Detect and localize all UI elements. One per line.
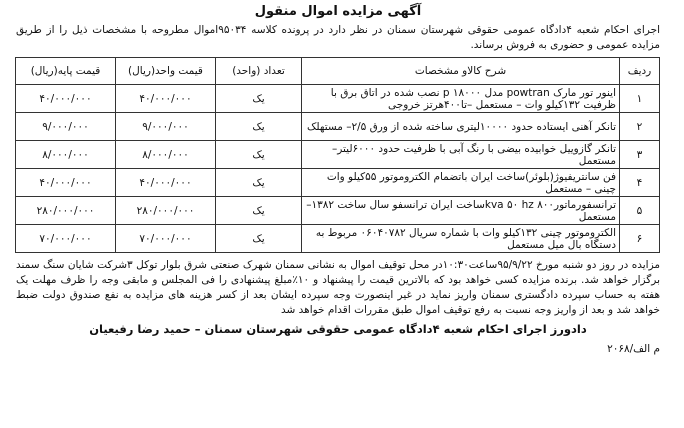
row-description: الکتروموتور چینی ۱۳۲کیلو وات با شماره سریال ۰۶۰۴۰۷۸۲ مربوط به دستگاه بال میل مستعمل xyxy=(302,225,620,253)
row-unit-price: ۲۸۰/۰۰۰/۰۰۰ xyxy=(116,197,216,225)
row-base-price: ۹/۰۰۰/۰۰۰ xyxy=(16,113,116,141)
row-quantity: یک xyxy=(216,85,302,113)
row-quantity: یک xyxy=(216,141,302,169)
table-row xyxy=(16,141,660,169)
table-row xyxy=(16,197,660,225)
row-quantity: یک xyxy=(216,113,302,141)
table-row xyxy=(16,113,660,141)
header-index: ردیف xyxy=(620,58,660,85)
row-index: ۵ xyxy=(620,197,660,225)
table-row xyxy=(16,85,660,113)
table-row xyxy=(16,225,660,253)
row-base-price: ۲۸۰/۰۰۰/۰۰۰ xyxy=(16,197,116,225)
row-quantity: یک xyxy=(216,225,302,253)
header-description: شرح کالاو مشخصات xyxy=(302,58,620,85)
header-base-price: قیمت پایه(ریال) xyxy=(16,58,116,85)
row-unit-price: ۴۰/۰۰۰/۰۰۰ xyxy=(116,85,216,113)
notice-code: م الف/۲۰۶۸ xyxy=(607,343,660,355)
row-base-price: ۴۰/۰۰۰/۰۰۰ xyxy=(16,85,116,113)
table-row xyxy=(16,169,660,197)
row-description: تانکر آهنی ایستاده حدود ۱۰۰۰۰لیتری ساخته شده از ورق ۲/۵– مستهلک xyxy=(302,113,620,141)
row-index: ۱ xyxy=(620,85,660,113)
notice-intro: اجرای احکام شعبه ۴دادگاه عمومی حقوقی شهرستان سمنان در نظر دارد در پرونده کلاسه ۹۵۰۳۴اموال مطروحه با مشخصات ذیل را از طریق مزایده عمومی و حضوری به فروش برساند. xyxy=(16,24,660,51)
header-quantity: تعداد (واحد) xyxy=(216,58,302,85)
row-index: ۶ xyxy=(620,225,660,253)
row-base-price: ۴۰/۰۰۰/۰۰۰ xyxy=(16,169,116,197)
row-index: ۳ xyxy=(620,141,660,169)
header-unit-price: قیمت واحد(ریال) xyxy=(116,58,216,85)
row-description: ترانسفورماتور۸۰۰ kva ۵۰ hzساخت ایران ترانسفو سال ساخت ۱۳۸۲– مستعمل xyxy=(302,197,620,225)
notice-title: آگهی مزایده اموال منقول xyxy=(254,4,422,19)
row-base-price: ۸/۰۰۰/۰۰۰ xyxy=(16,141,116,169)
row-unit-price: ۴۰/۰۰۰/۰۰۰ xyxy=(116,169,216,197)
row-index: ۴ xyxy=(620,169,660,197)
items-table xyxy=(15,57,660,253)
auction-terms: مزایده در روز دو شنبه مورخ ۹۵/۹/۲۲ساعت۱۰:۳۰در محل توقیف اموال به نشانی سمنان شهرک صنعتی شرق بلوار توکل ۳شرکت شایان سنگ سمند برگزار خواهد شد. برنده مزایده کسی خواهد بود که بالاترین قیمت را پیشنهاد و ۱۰٪مبلغ پیشنهادی را فی المجلس و مابقی وجه را ظرف مهلت یک هفته به حساب سپرده دادگستری سمنان واریز نماید در غیر اینصورت وجه سپرده ایشان بعد از کسر هزینه های مزایده به نفع صندوق دولت ضبط خواهد شد و بعد از واریز وجه نسبت به رفع توقیف اموال طبق مقررات اقدام خواهد شد xyxy=(16,259,660,316)
row-description: اینور تور مارک powtran مدل ۱۸۰۰۰ p نصب شده در اتاق برق با ظرفیت ۱۳۲کیلو وات – مستعمل –تا۴۰۰هرتز خروجی xyxy=(302,85,620,113)
row-description: فن سانتریفیوژ(بلوئر)ساخت ایران باتضمام الکتروموتور ۵۵کیلو وات چینی – مستعمل xyxy=(302,169,620,197)
table-header-row xyxy=(16,58,660,85)
row-unit-price: ۷۰/۰۰۰/۰۰۰ xyxy=(116,225,216,253)
row-base-price: ۷۰/۰۰۰/۰۰۰ xyxy=(16,225,116,253)
row-unit-price: ۹/۰۰۰/۰۰۰ xyxy=(116,113,216,141)
row-quantity: یک xyxy=(216,169,302,197)
row-index: ۲ xyxy=(620,113,660,141)
signature: دادورز اجرای احکام شعبه ۴دادگاه عمومی حقوقی شهرستان سمنان – حمید رضا رفیعیان xyxy=(89,322,587,336)
row-quantity: یک xyxy=(216,197,302,225)
row-unit-price: ۸/۰۰۰/۰۰۰ xyxy=(116,141,216,169)
row-description: تانکر گازوییل خوابیده بیضی با رنگ آبی با ظرفیت حدود ۶۰۰۰لیتر– مستعمل xyxy=(302,141,620,169)
